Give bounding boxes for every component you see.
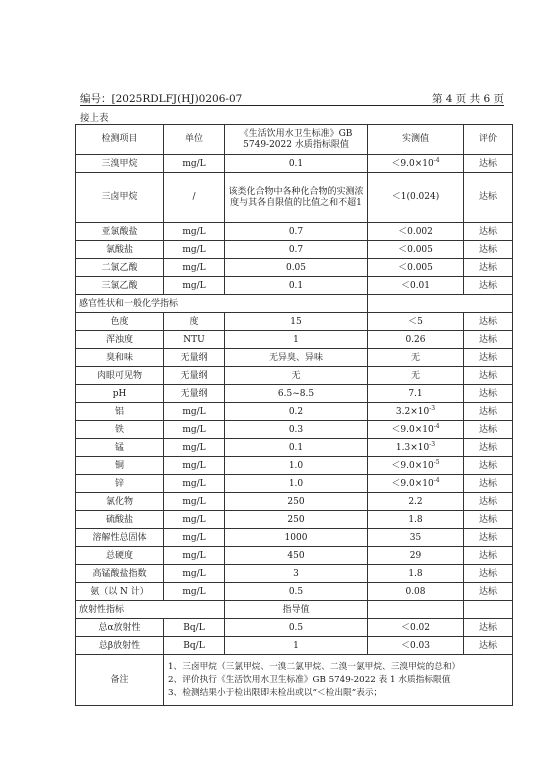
value-mantissa: ＜0.002 <box>398 226 433 237</box>
unit-cell: mg/L <box>164 565 225 583</box>
evaluation-cell: 达标 <box>464 637 513 655</box>
value-mantissa: 无 <box>410 352 420 363</box>
table-row <box>76 385 513 403</box>
unit-cell: 无量纲 <box>164 385 225 403</box>
measured-value <box>368 619 464 637</box>
evaluation-cell: 达标 <box>464 241 513 259</box>
value-mantissa: 29 <box>409 550 422 561</box>
evaluation-cell: 达标 <box>464 385 513 403</box>
item-name: 亚氯酸盐 <box>76 223 164 241</box>
measured-value <box>368 403 464 421</box>
continuation-label: 接上表 <box>80 113 109 124</box>
limit-cell: 250 <box>225 511 368 529</box>
evaluation-cell: 达标 <box>464 547 513 565</box>
unit-cell: 无量纲 <box>164 349 225 367</box>
unit-cell: mg/L <box>164 259 225 277</box>
section-row <box>76 295 513 313</box>
evaluation-cell: 达标 <box>464 367 513 385</box>
guide-value-label: 指导值 <box>225 601 368 619</box>
item-name: 锌 <box>76 475 164 493</box>
section-title: 感官性状和一般化学指标 <box>76 295 368 313</box>
value-exponent: -3 <box>429 440 436 448</box>
value-mantissa: 3.2×10 <box>395 406 430 417</box>
table-row <box>76 173 513 223</box>
item-name: 锰 <box>76 439 164 457</box>
evaluation-cell: 达标 <box>464 223 513 241</box>
item-name: 氯酸盐 <box>76 241 164 259</box>
value-exponent: -5 <box>433 458 440 466</box>
value-mantissa: 0.08 <box>405 586 426 597</box>
unit-cell: mg/L <box>164 439 225 457</box>
section-blank <box>368 601 464 619</box>
limit-cell: 0.1 <box>225 439 368 457</box>
unit-cell: Bq/L <box>164 637 225 655</box>
evaluation-cell: 达标 <box>464 277 513 295</box>
limit-cell: 0.7 <box>225 241 368 259</box>
evaluation-cell: 达标 <box>464 403 513 421</box>
unit-cell: mg/L <box>164 457 225 475</box>
unit-cell: mg/L <box>164 241 225 259</box>
value-mantissa: 1.8 <box>408 568 423 579</box>
value-mantissa: 35 <box>409 532 422 543</box>
measured-value <box>368 511 464 529</box>
measured-value <box>368 313 464 331</box>
value-mantissa: ＜0.005 <box>398 262 433 273</box>
table-row <box>76 349 513 367</box>
limit-cell: 6.5~8.5 <box>225 385 368 403</box>
page-info: 第 4 页 共 6 页 <box>431 93 504 105</box>
value-mantissa: ＜0.005 <box>398 244 433 255</box>
table-row <box>76 475 513 493</box>
measured-value <box>368 457 464 475</box>
unit-cell: mg/L <box>164 155 225 173</box>
measured-value <box>368 223 464 241</box>
limit-cell: 1 <box>225 331 368 349</box>
table-row <box>76 457 513 475</box>
item-name: 铁 <box>76 421 164 439</box>
measured-value <box>368 277 464 295</box>
item-name: 氨（以 N 计） <box>76 583 164 601</box>
note-line: 3、检测结果小于检出限即未检出或以“＜检出限”表示； <box>168 687 383 698</box>
section-blank <box>464 601 513 619</box>
report-header <box>80 91 504 106</box>
limit-cell: 0.05 <box>225 259 368 277</box>
limit-cell: 0.3 <box>225 421 368 439</box>
measured-value <box>368 241 464 259</box>
section-title: 放射性指标 <box>76 601 225 619</box>
table-row <box>76 223 513 241</box>
value-mantissa: 1.3×10 <box>395 442 430 453</box>
column-header: 评价 <box>464 125 513 155</box>
table-row <box>76 637 513 655</box>
item-name: 色度 <box>76 313 164 331</box>
notes-content <box>164 655 513 706</box>
item-name: 铝 <box>76 403 164 421</box>
limit-cell: 0.1 <box>225 277 368 295</box>
measured-value <box>368 173 464 223</box>
measured-value <box>368 331 464 349</box>
unit-cell: mg/L <box>164 223 225 241</box>
table-row <box>76 313 513 331</box>
evaluation-cell: 达标 <box>464 529 513 547</box>
limit-cell: 无异臭、异味 <box>225 349 368 367</box>
table-row <box>76 331 513 349</box>
item-name: 臭和味 <box>76 349 164 367</box>
measured-value <box>368 547 464 565</box>
value-mantissa: ＜0.02 <box>400 622 431 633</box>
section-blank <box>368 295 513 313</box>
limit-cell: 0.7 <box>225 223 368 241</box>
unit-cell: / <box>164 173 225 223</box>
table-row <box>76 421 513 439</box>
note-line: 1、三卤甲烷（三氯甲烷、一溴二氯甲烷、二溴一氯甲烷、三溴甲烷的总和） <box>168 661 461 672</box>
limit-cell: 15 <box>225 313 368 331</box>
evaluation-cell: 达标 <box>464 565 513 583</box>
section-row <box>76 601 513 619</box>
limit-cell: 1000 <box>225 529 368 547</box>
value-mantissa: 2.2 <box>408 496 423 507</box>
table-row <box>76 403 513 421</box>
measured-value <box>368 385 464 403</box>
evaluation-cell: 达标 <box>464 173 513 223</box>
item-name: pH <box>76 385 164 403</box>
item-name: 总硬度 <box>76 547 164 565</box>
evaluation-cell: 达标 <box>464 457 513 475</box>
limit-cell: 450 <box>225 547 368 565</box>
unit-cell: mg/L <box>164 583 225 601</box>
unit-cell: NTU <box>164 331 225 349</box>
value-mantissa: ＜0.01 <box>400 280 431 291</box>
evaluation-cell: 达标 <box>464 349 513 367</box>
measured-value <box>368 155 464 173</box>
table-row <box>76 259 513 277</box>
value-mantissa: 0.26 <box>405 334 426 345</box>
evaluation-cell: 达标 <box>464 493 513 511</box>
evaluation-cell: 达标 <box>464 583 513 601</box>
measured-value <box>368 349 464 367</box>
table-row <box>76 439 513 457</box>
column-header: 检测项目 <box>76 125 164 155</box>
table-row <box>76 619 513 637</box>
item-name: 硫酸盐 <box>76 511 164 529</box>
item-name: 三溴甲烷 <box>76 155 164 173</box>
value-mantissa: ＜9.0×10 <box>391 424 434 435</box>
measured-value <box>368 439 464 457</box>
limit-cell: 3 <box>225 565 368 583</box>
table-row <box>76 155 513 173</box>
table-row <box>76 529 513 547</box>
table-row <box>76 547 513 565</box>
measured-value <box>368 637 464 655</box>
unit-cell: 度 <box>164 313 225 331</box>
measured-value <box>368 367 464 385</box>
limit-cell: 0.5 <box>225 583 368 601</box>
evaluation-cell: 达标 <box>464 259 513 277</box>
column-header: 单位 <box>164 125 225 155</box>
item-name: 三卤甲烷 <box>76 173 164 223</box>
limit-cell: 0.2 <box>225 403 368 421</box>
measured-value <box>368 421 464 439</box>
limit-cell: 1.0 <box>225 457 368 475</box>
measured-value <box>368 475 464 493</box>
unit-cell: mg/L <box>164 475 225 493</box>
value-mantissa: ＜9.0×10 <box>391 158 434 169</box>
unit-cell: mg/L <box>164 421 225 439</box>
column-header: 实测值 <box>368 125 464 155</box>
notes-row <box>76 655 513 706</box>
value-mantissa: 1.8 <box>408 514 423 525</box>
measured-value <box>368 493 464 511</box>
item-name: 肉眼可见物 <box>76 367 164 385</box>
item-name: 浑浊度 <box>76 331 164 349</box>
value-mantissa: ＜1(0.024) <box>391 192 440 202</box>
item-name: 高锰酸盐指数 <box>76 565 164 583</box>
table-row <box>76 493 513 511</box>
item-name: 二氯乙酸 <box>76 259 164 277</box>
item-name: 总β放射性 <box>76 637 164 655</box>
unit-cell: mg/L <box>164 493 225 511</box>
evaluation-cell: 达标 <box>464 421 513 439</box>
report-number: 编号：[2025RDLFJ(HJ)0206-07 <box>80 93 243 105</box>
unit-cell: mg/L <box>164 403 225 421</box>
water-quality-table <box>75 124 513 706</box>
table-row <box>76 241 513 259</box>
value-mantissa: 7.1 <box>408 388 423 399</box>
value-exponent: -3 <box>429 404 436 412</box>
value-mantissa: ＜5 <box>408 316 423 327</box>
notes-label: 备注 <box>76 655 164 706</box>
table-row <box>76 367 513 385</box>
unit-cell: mg/L <box>164 529 225 547</box>
limit-cell: 1 <box>225 637 368 655</box>
limit-cell: 0.5 <box>225 619 368 637</box>
item-name: 氯化物 <box>76 493 164 511</box>
value-exponent: -4 <box>433 476 440 484</box>
column-header: 《生活饮用水卫生标准》GB 5749-2022 水质指标限值 <box>225 125 368 155</box>
limit-cell: 0.1 <box>225 155 368 173</box>
unit-cell: Bq/L <box>164 619 225 637</box>
item-name: 铜 <box>76 457 164 475</box>
measured-value <box>368 583 464 601</box>
measured-value <box>368 529 464 547</box>
item-name: 三氯乙酸 <box>76 277 164 295</box>
measured-value <box>368 565 464 583</box>
value-mantissa: ＜0.03 <box>400 640 431 651</box>
evaluation-cell: 达标 <box>464 439 513 457</box>
value-exponent: -4 <box>433 422 440 430</box>
evaluation-cell: 达标 <box>464 155 513 173</box>
unit-cell: mg/L <box>164 547 225 565</box>
limit-cell: 1.0 <box>225 475 368 493</box>
evaluation-cell: 达标 <box>464 619 513 637</box>
measured-value <box>368 259 464 277</box>
table-header-row <box>76 125 513 155</box>
evaluation-cell: 达标 <box>464 475 513 493</box>
value-mantissa: ＜9.0×10 <box>391 478 434 489</box>
limit-cell: 250 <box>225 493 368 511</box>
value-exponent: -4 <box>433 156 440 164</box>
unit-cell: mg/L <box>164 277 225 295</box>
evaluation-cell: 达标 <box>464 511 513 529</box>
item-name: 溶解性总固体 <box>76 529 164 547</box>
unit-cell: 无量纲 <box>164 367 225 385</box>
note-line: 2、评价执行《生活饮用水卫生标准》GB 5749-2022 表 1 水质指标限值 <box>168 674 451 685</box>
limit-cell: 该类化合物中各种化合物的实测浓度与其各自限值的比值之和不超1 <box>225 173 368 223</box>
evaluation-cell: 达标 <box>464 313 513 331</box>
value-mantissa: 无 <box>410 370 420 381</box>
table-row <box>76 277 513 295</box>
table-row <box>76 511 513 529</box>
value-mantissa: ＜9.0×10 <box>391 460 434 471</box>
table-row <box>76 583 513 601</box>
item-name: 总α放射性 <box>76 619 164 637</box>
evaluation-cell: 达标 <box>464 331 513 349</box>
unit-cell: mg/L <box>164 511 225 529</box>
limit-cell: 无 <box>225 367 368 385</box>
table-row <box>76 565 513 583</box>
